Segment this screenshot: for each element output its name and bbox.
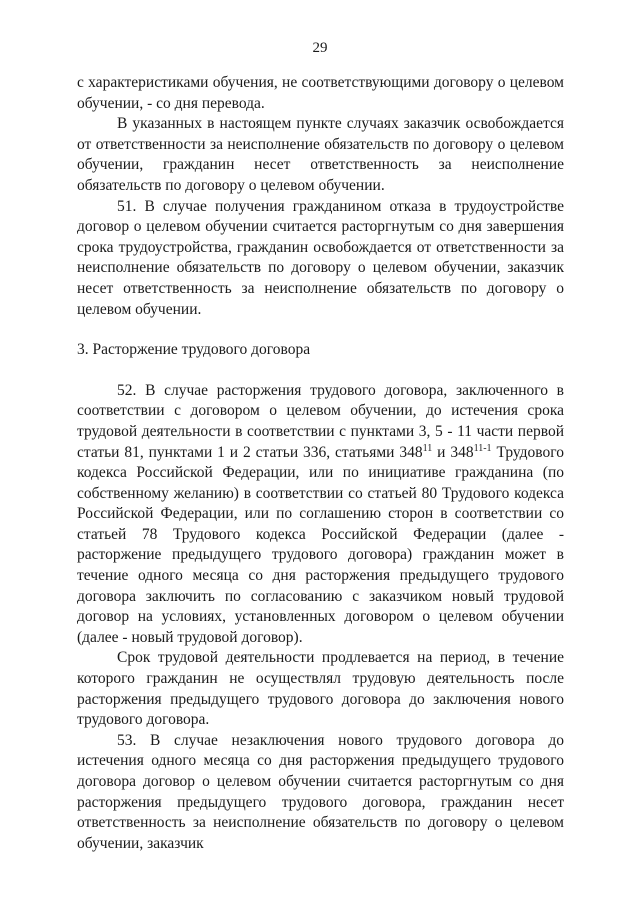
paragraph-51: 51. В случае получения гражданином отказа в трудоустройстве договор о целевом обучении считается расторгнутым со дня завершения срока трудоустройства, гражданин освобождается от ответственности за неисполнение обязательств по договору о целевом обучении, заказчик несет ответственность за неисполнение обязательств по договору о целевом обучении. [77, 197, 564, 318]
paragraph-53: 53. В случае незаключения нового трудового договора до истечения одного месяца со дня расторжения предыдущего трудового договора договор о целевом обучении считается расторгнутым со дня расторжения предыдущего трудового договора, гражданин несет ответственность за неисполнение обязательств по договору о целевом обучении, заказчик [77, 731, 564, 852]
page-number: 29 [312, 40, 328, 56]
superscript-11-1: 11-1 [473, 442, 492, 454]
paragraph-52 [77, 381, 564, 649]
paragraph-52-text-3: Трудового кодекса Российской Федерации, или по инициативе гражданина (по собственному желанию) в соответствии со статьей 80 Трудового кодекса Российской Федерации, или по соглашению сторон в соответствии со статьей 78 Трудового кодекса Российской Федерации (далее - расторжение предыдущего трудового договора) гражданин может в течение одного месяца со дня расторжения предыдущего трудового договора заключить по согласованию с заказчиком новый трудовой договор на условиях, установленных договором о целевом обучении (далее - новый трудовой договор). [77, 443, 564, 646]
document-body [77, 73, 564, 854]
paragraph-release-clause: В указанных в настоящем пункте случаях заказчик освобождается от ответственности за неисполнение обязательств по договору о целевом обучении, гражданин несет ответственность за неисполнение обязательств по договору о целевом обучении. [77, 115, 564, 194]
superscript-11: 11 [422, 442, 433, 454]
paragraph-52-text-1: 52. В случае расторжения трудового договора, заключенного в соответствии с договором о целевом обучении, до истечения срока трудовой деятельности в соответствии с пунктами 3, 5 - 11 части первой статьи 81, пунктами 1 и 2 статьи 336, статьями 348 [77, 381, 564, 461]
section-heading: 3. Расторжение трудового договора [77, 341, 311, 359]
paragraph-52-text-2: и 348 [432, 443, 474, 461]
paragraph-continuation: с характеристиками обучения, не соответствующими договору о целевом обучении, - со дня перевода. [77, 74, 564, 112]
paragraph-term-extension: Срок трудовой деятельности продлевается на период, в течение которого гражданин не осуществлял трудовую деятельность после расторжения предыдущего трудового договора до заключения нового трудового договора. [77, 649, 564, 729]
